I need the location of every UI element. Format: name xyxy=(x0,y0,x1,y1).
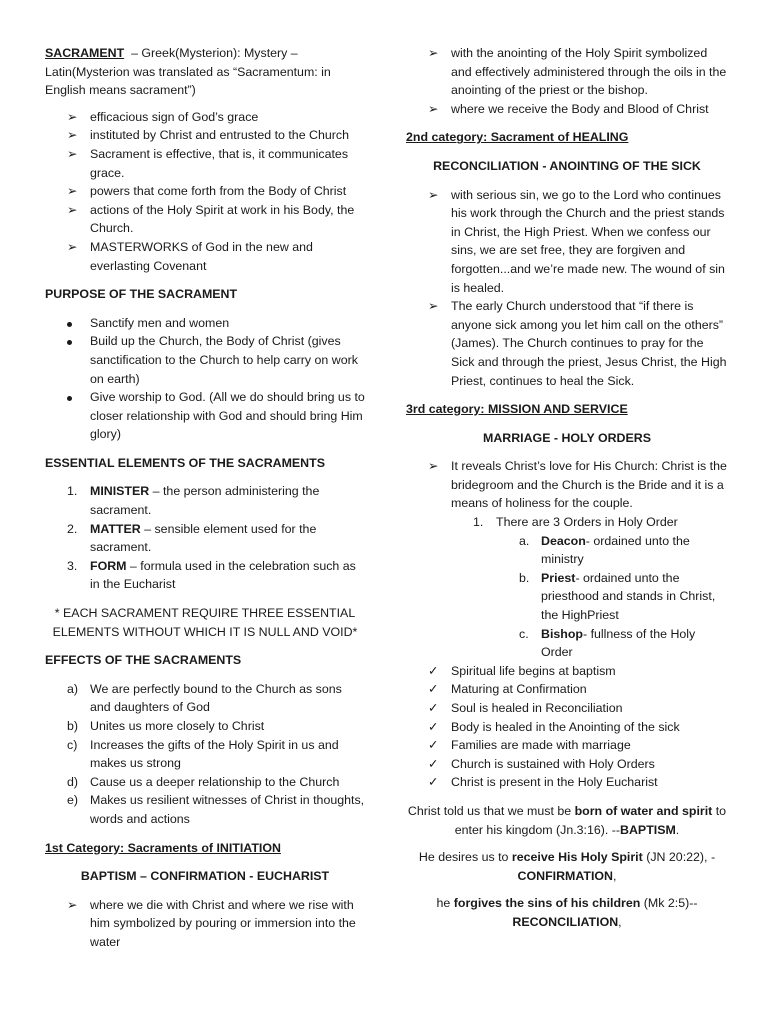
list-item: Give worship to God. (All we do should bring us to closer relationship with God and should bring Him glory) xyxy=(45,388,365,444)
purpose-heading: PURPOSE OF THE SACRAMENT xyxy=(45,287,238,302)
list-item: ➢ actions of the Holy Spirit at work in his Body, the Church. xyxy=(67,202,355,236)
check-icon: ✓ xyxy=(428,682,439,697)
list-item: ✓ Spiritual life begins at baptism xyxy=(406,662,728,681)
arrow-bullet-icon: ➢ xyxy=(67,109,78,124)
check-icon: ✓ xyxy=(428,738,439,753)
left-column xyxy=(45,44,365,962)
list-item: ➢ efficacious sign of God’s grace xyxy=(45,108,365,127)
list-item: ✓ Maturing at Confirmation xyxy=(406,680,728,699)
check-icon: ✓ xyxy=(428,663,439,678)
list-item: 1. There are 3 Orders in Holy Order a. Deacon- ordained unto the ministry b. Priest- ordained unto the priesthood and stands in Christ, the HighPriest c. Bishop- fullness of the Holy Order xyxy=(451,513,728,662)
list-item: b. Priest- ordained unto the priesthood and stands in Christ, the HighPriest xyxy=(519,570,716,623)
list-item: 2. MATTER – sensible element used for the sacrament. xyxy=(67,521,317,555)
list-item: ➢ powers that come forth from the Body of Christ xyxy=(45,182,365,201)
orders-sublist xyxy=(496,532,728,662)
arrow-bullet-icon: ➢ xyxy=(428,459,439,474)
category3-heading: 3rd category: MISSION AND SERVICE xyxy=(406,402,628,417)
closing-confirmation: He desires us to receive His Holy Spirit (JN 20:22), -CONFIRMATION, xyxy=(418,850,716,883)
list-item: ➢ with the anointing of the Holy Spirit symbolized and effectively administered through the oils in the anointing of the priest or the bishop. xyxy=(428,46,727,98)
list-item: ✓ Body is healed in the Anointing of the sick xyxy=(406,718,728,737)
arrow-bullet-icon: ➢ xyxy=(67,897,78,912)
arrow-bullet-icon: ➢ xyxy=(67,239,78,254)
category1-heading: 1st Category: Sacraments of INITIATION xyxy=(45,840,281,855)
orders-list xyxy=(451,513,728,662)
list-item: c) Increases the gifts of the Holy Spirit in us and makes us strong xyxy=(67,737,339,771)
list-item: c. Bishop- fullness of the Holy Order xyxy=(519,626,696,660)
list-item: ✓ Families are made with marriage xyxy=(406,736,728,755)
list-item: ➢ Sacrament is effective, that is, it communicates grace. xyxy=(67,146,349,180)
list-item: Build up the Church, the Body of Christ (gives sanctification to the Church to help carry on work on earth) xyxy=(45,332,365,388)
check-icon: ✓ xyxy=(428,756,439,771)
list-item: ✓ Christ is present in the Holy Eucharist xyxy=(406,773,728,792)
arrow-bullet-icon: ➢ xyxy=(67,146,78,161)
closing-reconciliation: he forgives the sins of his children (Mk 2:5)--RECONCILIATION, xyxy=(436,896,698,929)
intro-bullet-list xyxy=(45,108,365,275)
purpose-list xyxy=(45,314,365,444)
category2-subheading: RECONCILIATION - ANOINTING OF THE SICK xyxy=(433,158,701,173)
elements-heading: ESSENTIAL ELEMENTS OF THE SACRAMENTS xyxy=(45,455,325,470)
right-column xyxy=(406,44,728,941)
list-item: ➢ It reveals Christ’s love for His Church: Christ is the bridegroom and the Church is the Bride and it is a means of holiness for the couple. 1. There are 3 Orders in Holy Order a. Deacon- ordained unto the ministry b. Priest- ordained unto the priesthood and stands in Christ, the HighPriest c. Bishop- fullness of the Holy Order xyxy=(406,457,728,662)
check-icon: ✓ xyxy=(428,701,439,715)
category1-subheading: BAPTISM – CONFIRMATION - EUCHARIST xyxy=(80,869,330,884)
category2-heading: 2nd category: Sacrament of HEALING xyxy=(406,130,629,145)
list-item: d) Cause us a deeper relationship to the Church xyxy=(67,774,340,789)
list-item: ✓ Soul is healed in Reconciliation xyxy=(406,699,728,718)
elements-list xyxy=(45,482,365,594)
bullet-dot-icon xyxy=(67,314,85,333)
list-item: ✓ Church is sustained with Holy Orders xyxy=(406,755,728,774)
bullet-dot-icon xyxy=(67,388,85,407)
list-item: e) Makes us resilient witnesses of Christ in thoughts, words and actions xyxy=(67,793,365,826)
list-item: ➢ where we die with Christ and where we rise with him symbolized by pouring or immersion into the water xyxy=(67,897,356,949)
sacrament-checklist xyxy=(406,662,728,792)
check-icon: ✓ xyxy=(428,719,439,734)
list-item: ➢ MASTERWORKS of God in the new and everlasting Covenant xyxy=(67,239,313,273)
check-icon: ✓ xyxy=(428,775,439,790)
list-item: a. Deacon- ordained unto the ministry xyxy=(519,533,690,567)
category3-list xyxy=(406,457,728,662)
arrow-bullet-icon: ➢ xyxy=(428,299,439,314)
closing-baptism: Christ told us that we must be born of water and spirit to enter his kingdom (Jn.3:16). --BAPTISM. xyxy=(407,803,727,837)
list-item: b) Unites us more closely to Christ xyxy=(67,719,265,733)
arrow-bullet-icon: ➢ xyxy=(428,187,439,202)
category2-list xyxy=(406,186,728,391)
arrow-bullet-icon: ➢ xyxy=(67,184,78,199)
effects-heading: EFFECTS OF THE SACRAMENTS xyxy=(45,653,242,668)
elements-note: * EACH SACRAMENT REQUIRE THREE ESSENTIAL ELEMENTS WITHOUT WHICH IT IS NULL AND VOID* xyxy=(52,606,358,639)
effects-list xyxy=(45,680,365,829)
list-item: 1. MINISTER – the person administering the sacrament. xyxy=(67,484,320,518)
list-item: ➢ with serious sin, we go to the Lord who continues his work through the Church and the priest stands in Christ, the High Priest. When we confess our sins, we are set free, they are forgiven and forgotten...and we’re made new. The wound of sin is healed. xyxy=(428,187,725,295)
list-item: ➢ instituted by Christ and entrusted to the Church xyxy=(45,126,365,145)
intro-text: – Greek(Mysterion): Mystery – Latin(Mysterion was translated as “Sacramentum: in English means sacrament”) xyxy=(45,46,331,98)
list-item: ➢ The early Church understood that “if there is anyone sick among you let him call on the others” (James). The Church continues to pray for the Sick and through the priest, Jesus Christ, the High Priest, continues to heal the Sick. xyxy=(428,299,727,388)
category3-subheading: MARRIAGE - HOLY ORDERS xyxy=(483,430,651,445)
list-item: Sanctify men and women xyxy=(45,314,365,333)
list-item: ➢ where we receive the Body and Blood of Christ xyxy=(406,100,728,119)
category1-list xyxy=(45,896,365,952)
arrow-bullet-icon: ➢ xyxy=(67,128,78,143)
arrow-bullet-icon: ➢ xyxy=(67,202,78,217)
arrow-bullet-icon: ➢ xyxy=(428,101,439,116)
list-item: 3. FORM – formula used in the celebration such as in the Eucharist xyxy=(67,558,356,592)
intro-term: SACRAMENT xyxy=(45,46,125,60)
arrow-bullet-icon: ➢ xyxy=(428,46,439,60)
bullet-dot-icon xyxy=(67,332,85,351)
intro-paragraph xyxy=(45,44,365,100)
category1-continued-list xyxy=(406,44,728,118)
list-item: a) We are perfectly bound to the Church as sons and daughters of God xyxy=(67,681,342,715)
